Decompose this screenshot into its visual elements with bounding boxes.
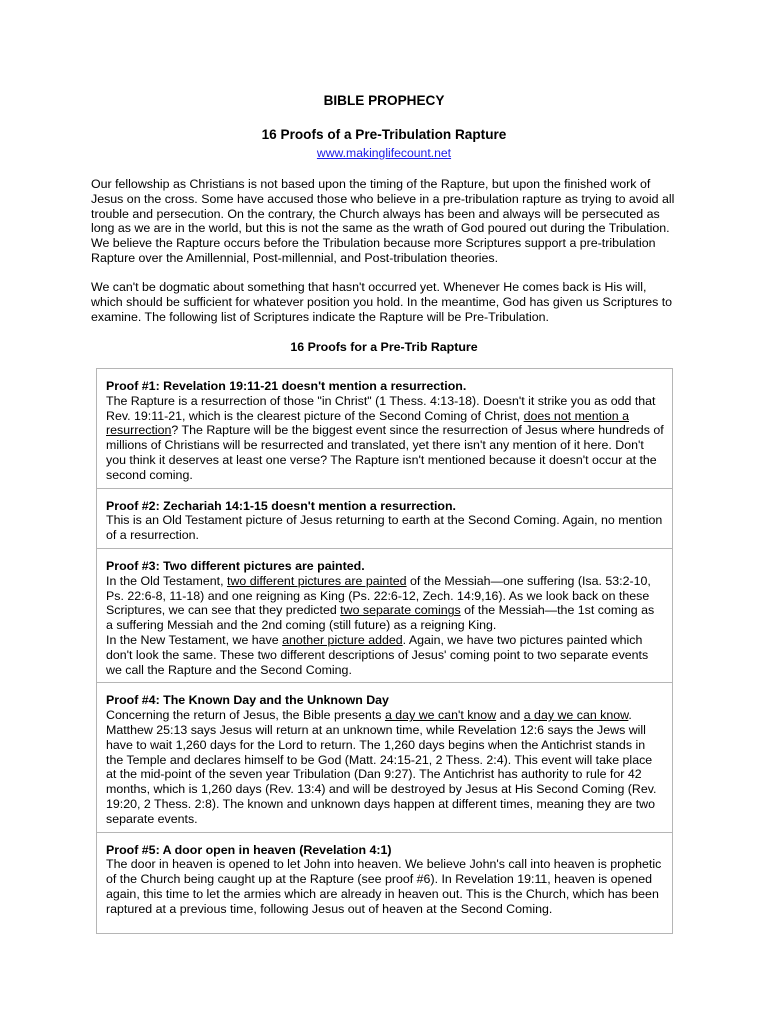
proof-underlined-text: a day we can know	[523, 708, 629, 723]
proof-text: and	[496, 708, 524, 723]
website-link[interactable]: www.makinglifecount.net	[316, 146, 452, 160]
proof-title: Proof #2: Zechariah 14:1-15 doesn't mention a resurrection.	[106, 498, 456, 513]
proof-title: Proof #1: Revelation 19:11-21 doesn't mention a resurrection.	[106, 379, 467, 393]
page-title: BIBLE PROPHECY	[323, 93, 445, 108]
proof-text: In the Old Testament,	[106, 573, 227, 588]
proof-title: Proof #3: Two different pictures are painted.	[106, 558, 365, 573]
section-heading: 16 Proofs for a Pre-Trib Rapture	[290, 340, 478, 354]
intro-paragraph-1: Our fellowship as Christians is not based upon the timing of the Rapture, but upon the finished work of Jesus on the cross. Some have accused those who believe in a pre-tribulation rapture as trying to avoid all trouble and persecution. On the contrary, the Church always has been and always will be persecuted as long as we are in the world, but this is not the same as the wrath of God poured out during the Tribulation. We believe the Rapture occurs before the Tribulation because more Scriptures support a pre-tribulation Rapture over the Amillennial, Post-millennial, and Post-tribulation theories.	[91, 177, 675, 265]
proof-cell-5	[97, 832, 672, 933]
proof-cell-3	[97, 548, 672, 682]
proof-cell-2	[97, 488, 672, 548]
proof-title: Proof #5: A door open in heaven (Revelation 4:1)	[106, 842, 392, 857]
proof-text: of the Messiah—one suffering (Isa. 53:2-10, Ps. 22:6-8, 11-18) and one reigning as King (Ps. 22:6-12, Zech. 14:9,16). As we look back on these Scriptures, we can see that they predicted	[106, 573, 651, 618]
proof-underlined-text: another picture added	[282, 632, 403, 647]
proof-text: The door in heaven is opened to let John into heaven. We believe John's call into heaven is prophetic of the Church being caught up at the Rapture (see proof #6). In Revelation 19:11, heaven is opened again, this time to let the armies which are already in heaven out. This is the Church, which has been raptured at a previous time, following Jesus out of heaven at the Second Coming.	[106, 857, 662, 916]
proof-underlined-text: a day we can't know	[384, 708, 497, 723]
proof-text: . Again, we have two pictures painted which don't look the same. These two different descriptions of Jesus' coming point to two separate events we call the Rapture and the Second Coming.	[106, 632, 649, 677]
proof-underlined-text: does not mention a resurrection	[106, 408, 629, 438]
intro-paragraph-2: We can't be dogmatic about something that hasn't occurred yet. Whenever He comes back is His will, which should be sufficient for whatever position you hold. In the meantime, God has given us Scriptures to examine. The following list of Scriptures indicate the Rapture will be Pre-Tribulation.	[91, 280, 673, 324]
proof-text: The Rapture is a resurrection of those "in Christ" (1 Thess. 4:13-18). Doesn't it strike you as odd that Rev. 19:11-21, which is the clearest picture of the Second Coming of Christ,	[106, 393, 656, 423]
proof-text: ? The Rapture will be the biggest event since the resurrection of Jesus where hundreds of millions of Christians will be resurrected and translated, yet there isn't any mention of it here. Don't you think it deserves at least one verse? The Rapture isn't mentioned because it doesn't occur at the second coming.	[106, 423, 664, 482]
website-link-row	[0, 146, 768, 161]
proof-underlined-text: two separate comings	[340, 603, 461, 618]
proof-text: Concerning the return of Jesus, the Bible presents	[106, 708, 385, 723]
proof-text: This is an Old Testament picture of Jesus returning to earth at the Second Coming. Again, no mention of a resurrection.	[106, 513, 663, 543]
page-subtitle: 16 Proofs of a Pre-Tribulation Rapture	[261, 127, 507, 142]
proof-cell-4	[97, 682, 672, 831]
proof-title: Proof #4: The Known Day and the Unknown Day	[106, 693, 389, 708]
proof-underlined-text: two different pictures are painted	[227, 573, 407, 588]
proof-text: . Matthew 25:13 says Jesus will return at an unknown time, while Revelation 12:6 says the Jews will have to wait 1,260 days for the Lord to return. The 1,260 days begins when the Antichrist stands in the Temple and declares himself to be God (Matt. 24:15-21, 2 Thess. 2:4). This event will take place at the mid-point of the seven year Tribulation (Dan 9:27). The Antichrist has authority to rule for 42 months, which is 1,260 days (Rev. 13:4) and will be destroyed by Jesus at His Second Coming (Rev. 19:20, 2 Thess. 2:8). The known and unknown days happen at different times, meaning they are two separate events.	[106, 708, 657, 826]
proof-cell-1	[97, 369, 672, 488]
proof-text: In the New Testament, we have	[106, 632, 283, 647]
proofs-table	[96, 368, 673, 934]
proof-text: of the Messiah—the 1st coming as a suffering Messiah and the 2nd coming (still future) as a reigning King.	[106, 603, 655, 633]
